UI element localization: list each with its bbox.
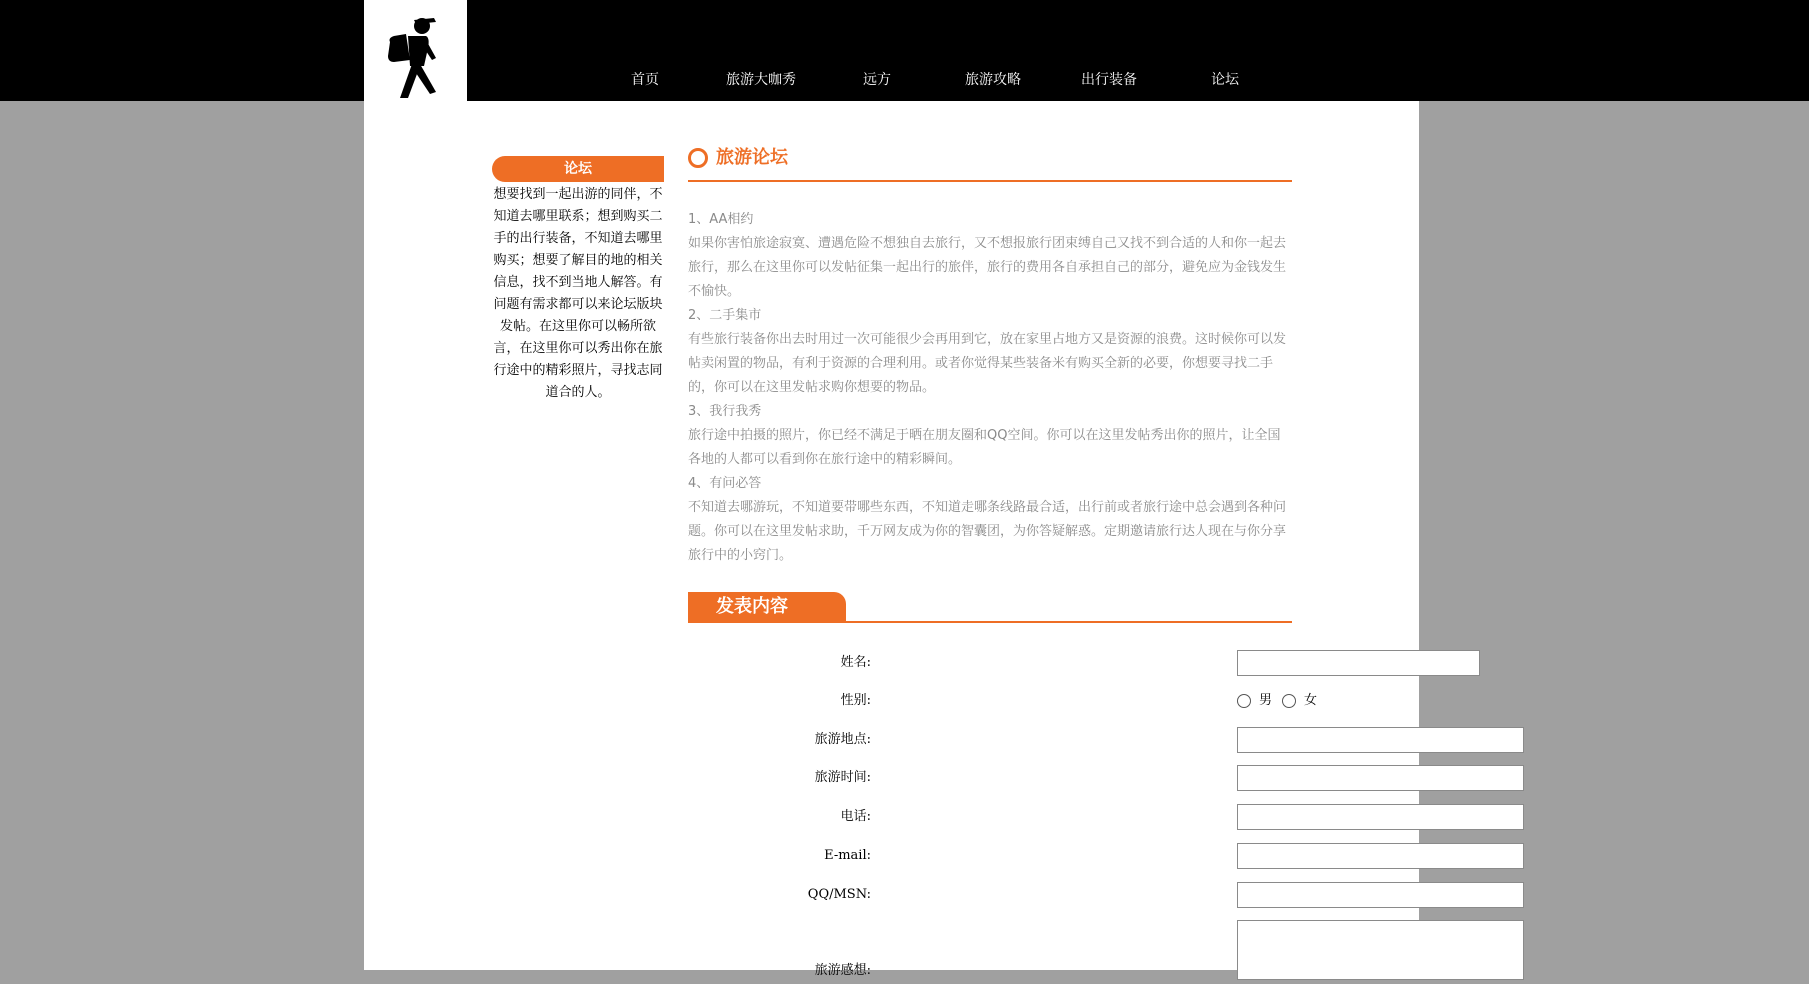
qq-row [688,882,1292,910]
article-paragraph: 不知道去哪游玩，不知道要带哪些东西，不知道走哪条线路最合适，出行前或者旅行途中总会遇到各种问题。你可以在这里发帖求助，千万网友成为你的智囊团，为你答疑解惑。定期邀请旅行达人现在与你分享旅行中的小窍门。 [688,500,1287,563]
article-paragraph: 旅行途中拍摄的照片，你已经不满足于晒在朋友圈和QQ空间。你可以在这里发帖秀出你的照片，让全国各地的人都可以看到你在旅行途中的精彩瞬间。 [688,428,1281,467]
nav-celebrity-show[interactable]: 旅游大咖秀 [726,72,796,88]
section-title: 旅游论坛 [716,147,788,168]
sidebar-title: 论坛 [492,156,664,182]
time-label: 旅游时间: [814,770,871,785]
post-header [688,592,1292,623]
gender-male-radio[interactable] [1237,694,1251,708]
circle-icon [688,148,708,168]
article-paragraph: 如果你害怕旅途寂寞、遭遇危险不想独自去旅行，又不想报旅行团束缚自己又找不到合适的人和你一起去旅行，那么在这里你可以发帖征集一起出行的旅伴，旅行的费用各自承担自己的部分，避免应为金钱发生不愉快。 [688,236,1287,299]
nav-travel-guide[interactable]: 旅游攻略 [965,72,1021,88]
article-heading: 3、我行我秀 [688,404,762,419]
name-row [688,650,1292,678]
time-row [688,765,1292,793]
sidebar-text: 想要找到一起出游的同伴，不知道去哪里联系；想到购买二手的出行装备，不知道去哪里购买；想要了解目的地的相关信息，找不到当地人解答。有问题有需求都可以来论坛版块发帖。在这里你可以畅所欲言，在这里你可以秀出你在旅行途中的精彩照片，寻找志同道合的人。 [493,187,663,400]
phone-label: 电话: [840,809,871,824]
email-input[interactable] [1237,843,1524,869]
hiker-icon [384,8,450,102]
article-heading: 4、有问必答 [688,476,762,491]
phone-input[interactable] [1237,804,1524,830]
gender-label: 性别: [840,693,871,708]
gender-male-label: 男 [1259,693,1273,708]
forum-article [688,208,1292,568]
qq-input[interactable] [1237,882,1524,908]
nav-forum[interactable]: 论坛 [1211,72,1239,88]
feeling-label: 旅游感想: [814,963,871,978]
place-row [688,727,1292,755]
place-label: 旅游地点: [814,732,871,747]
email-row [688,843,1292,871]
time-input[interactable] [1237,765,1524,791]
main-nav [587,70,1283,90]
post-title: 发表内容 [688,592,846,621]
article-heading: 1、AA相约 [688,212,754,227]
header [364,0,1419,101]
feeling-textarea[interactable] [1237,920,1524,980]
nav-home[interactable]: 首页 [631,72,659,88]
section-header [688,144,1292,182]
article-paragraph: 有些旅行装备你出去时用过一次可能很少会再用到它，放在家里占地方又是资源的浪费。这时候你可以发帖卖闲置的物品，有利于资源的合理利用。或者你觉得某些装备米有购买全新的必要，你想要寻找二手的，你可以在这里发帖求购你想要的物品。 [688,332,1287,395]
article-heading: 2、二手集市 [688,308,762,323]
email-label: E-mail: [824,848,871,863]
logo[interactable] [364,0,467,101]
nav-far-away[interactable]: 远方 [863,72,891,88]
main-content [688,144,1292,623]
sidebar [492,156,664,404]
page-container [364,0,1419,978]
name-input[interactable] [1237,650,1480,676]
phone-row [688,804,1292,832]
feeling-row [688,920,1292,980]
gender-female-radio[interactable] [1282,694,1296,708]
gender-female-label: 女 [1304,693,1318,708]
gender-options [1237,692,1327,710]
gender-row [688,688,1318,716]
nav-gear[interactable]: 出行装备 [1081,72,1137,88]
name-label: 姓名: [840,655,871,670]
place-input[interactable] [1237,727,1524,753]
qq-label: QQ/MSN: [807,887,871,902]
